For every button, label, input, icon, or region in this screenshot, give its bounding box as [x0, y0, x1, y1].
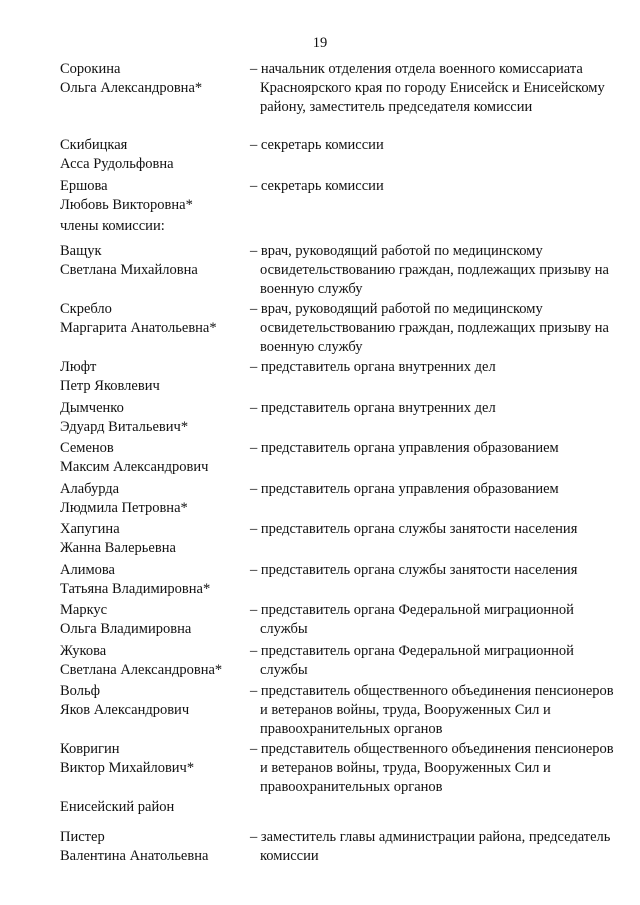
first-name: Яков Александрович [60, 702, 190, 718]
last-name: Хапугина [60, 521, 120, 537]
first-name: Светлана Александровна* [60, 662, 223, 678]
person-name [60, 358, 250, 396]
role-text: – представитель органа управления образованием [250, 481, 559, 497]
first-name: Маргарита Анатольевна* [60, 320, 217, 336]
role-text: – представитель органа Федеральной миграционной службы [250, 602, 574, 637]
commission-list [60, 60, 620, 868]
last-name: Дымченко [60, 400, 124, 416]
last-name: Ковригин [60, 741, 120, 757]
list-item [60, 60, 620, 136]
last-name: Ващук [60, 243, 102, 259]
role-cell [250, 480, 620, 499]
last-name: Ершова [60, 178, 108, 194]
list-item [60, 358, 620, 399]
person-name [60, 642, 250, 680]
role-text: – представитель органа службы занятости населения [250, 562, 578, 578]
role-text: – представитель общественного объединения пенсионеров и ветеранов войны, труда, Вооруженных Сил и правоохранительных органов [250, 741, 614, 795]
person-name [60, 300, 250, 338]
last-name: Семенов [60, 440, 114, 456]
first-name: Ольга Владимировна [60, 621, 192, 637]
first-name: Ольга Александровна* [60, 80, 203, 96]
role-cell [250, 601, 620, 639]
role-cell [250, 520, 620, 539]
person-name [60, 520, 250, 558]
role-text: – заместитель главы администрации района, председатель комиссии [250, 829, 611, 864]
role-cell [250, 439, 620, 458]
last-name: Пистер [60, 829, 105, 845]
list-item [60, 300, 620, 358]
person-name [60, 682, 250, 720]
person-name [60, 136, 250, 174]
first-name: Татьяна Владимировна* [60, 581, 211, 597]
list-item [60, 682, 620, 740]
role-cell [250, 828, 620, 866]
person-name [60, 439, 250, 477]
role-cell [250, 399, 620, 418]
role-text: – представитель органа внутренних дел [250, 359, 496, 375]
role-text: – представитель органа управления образованием [250, 440, 559, 456]
last-name: Вольф [60, 683, 100, 699]
role-text: – врач, руководящий работой по медицинскому освидетельствованию граждан, подлежащих призыву на военную службу [250, 301, 609, 355]
person-name [60, 177, 250, 215]
role-text: – представитель органа Федеральной миграционной службы [250, 643, 574, 678]
last-name: Скребло [60, 301, 112, 317]
last-name: Маркус [60, 602, 108, 618]
last-name: Жукова [60, 643, 107, 659]
page-number: 19 [312, 35, 328, 51]
first-name: Эдуард Витальевич* [60, 419, 189, 435]
list-item [60, 177, 620, 217]
list-item [60, 399, 620, 439]
last-name: Скибицкая [60, 137, 128, 153]
role-cell [250, 358, 620, 377]
first-name: Людмила Петровна* [60, 500, 188, 516]
person-name [60, 740, 250, 778]
person-name [60, 242, 250, 280]
role-text: – представитель органа внутренних дел [250, 400, 496, 416]
last-name: Сорокина [60, 61, 121, 77]
role-cell [250, 177, 620, 196]
first-name: Асса Рудольфовна [60, 156, 174, 172]
role-text: – представитель органа службы занятости населения [250, 521, 578, 537]
list-item [60, 439, 620, 480]
role-cell [250, 136, 620, 155]
person-name [60, 561, 250, 599]
role-cell [250, 682, 620, 739]
list-item [60, 520, 620, 561]
list-item [60, 642, 620, 682]
person-name [60, 60, 250, 98]
person-name [60, 601, 250, 639]
list-item [60, 242, 620, 300]
last-name: Алабурда [60, 481, 120, 497]
last-name: Люфт [60, 359, 97, 375]
first-name: Максим Александрович [60, 459, 209, 475]
last-name: Алимова [60, 562, 115, 578]
list-item [60, 740, 620, 798]
role-text: – секретарь комиссии [250, 178, 384, 194]
person-name [60, 828, 250, 866]
section-heading: Енисейский район [60, 799, 175, 815]
role-text: – начальник отделения отдела военного комиссариата Красноярского края по городу Енисейск и Енисейскому району, заместитель председателя комиссии [250, 61, 605, 115]
role-cell [250, 740, 620, 797]
members-heading [60, 217, 620, 242]
first-name: Петр Яковлевич [60, 378, 160, 394]
role-cell [250, 561, 620, 580]
role-text: – секретарь комиссии [250, 137, 384, 153]
list-item [60, 828, 620, 868]
person-name [60, 480, 250, 518]
first-name: Жанна Валерьевна [60, 540, 176, 556]
list-item [60, 561, 620, 601]
list-item [60, 601, 620, 642]
role-text: – врач, руководящий работой по медицинскому освидетельствованию граждан, подлежащих призыву на военную службу [250, 243, 609, 297]
district-heading [60, 798, 620, 828]
role-cell [250, 642, 620, 680]
first-name: Валентина Анатольевна [60, 848, 209, 864]
first-name: Любовь Викторовна* [60, 197, 193, 213]
section-heading: члены комиссии: [60, 218, 165, 234]
list-item [60, 480, 620, 520]
role-cell [250, 300, 620, 357]
role-cell [250, 60, 620, 117]
role-text: – представитель общественного объединения пенсионеров и ветеранов войны, труда, Вооруженных Сил и правоохранительных органов [250, 683, 614, 737]
first-name: Виктор Михайлович* [60, 760, 195, 776]
person-name [60, 399, 250, 437]
role-cell [250, 242, 620, 299]
first-name: Светлана Михайловна [60, 262, 198, 278]
list-item [60, 136, 620, 177]
